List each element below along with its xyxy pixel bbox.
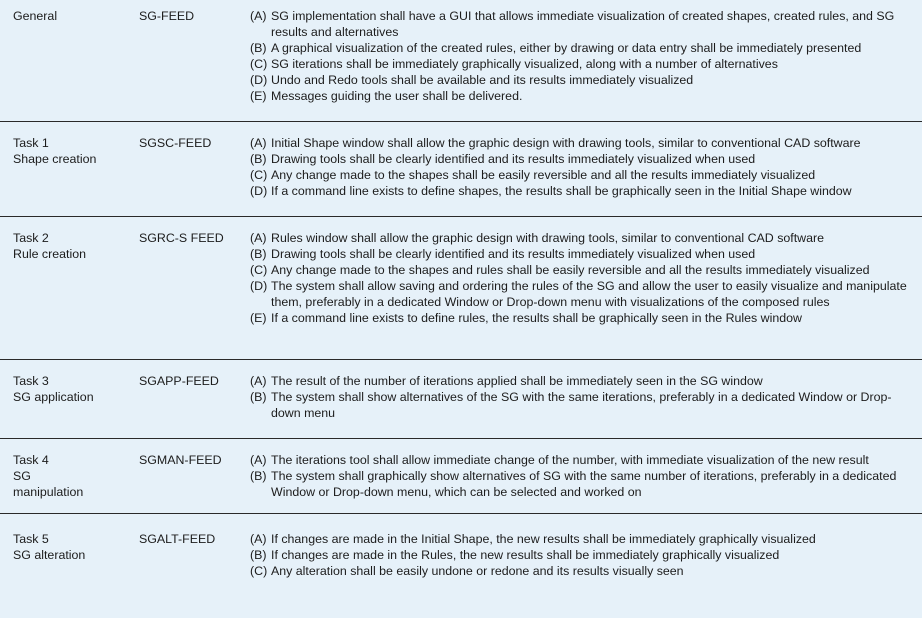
requirement-text: Any change made to the shapes shall be easily reversible and all the results immediately visualized [271, 168, 816, 182]
requirements-cell [250, 531, 916, 579]
code-cell: SG-FEED [139, 9, 195, 23]
requirement-text: A graphical visualization of the created rules, either by drawing or data entry shall be immediately presented [271, 41, 862, 55]
requirement-text: The system shall show alternatives of the SG with the same iterations, preferably in a dedicated Window or Drop-down menu [271, 390, 892, 420]
requirement-letter: (C) [250, 57, 268, 71]
task-label: manipulation [13, 485, 84, 499]
requirement-item [250, 547, 916, 563]
requirement-text: SG implementation shall have a GUI that allows immediate visualization of created shapes, created rules, and SG results and alternatives [271, 9, 895, 39]
task-label: Task 5 [13, 532, 49, 546]
requirement-text: Messages guiding the user shall be delivered. [271, 89, 523, 103]
requirement-text: The iterations tool shall allow immediate change of the number, with immediate visualization of the new result [271, 453, 869, 467]
requirement-text: Initial Shape window shall allow the graphic design with drawing tools, similar to conventional CAD software [271, 136, 861, 150]
task-label: Task 4 [13, 453, 49, 467]
requirements-cell [250, 452, 916, 500]
requirement-item [250, 183, 916, 199]
requirement-letter: (B) [250, 247, 267, 261]
requirement-text: The result of the number of iterations applied shall be immediately seen in the SG window [271, 374, 763, 388]
requirements-cell [250, 230, 916, 326]
requirement-letter: (B) [250, 41, 267, 55]
requirement-text: The system shall graphically show alternatives of SG with the same number of iterations, preferably in a dedicated Window or Drop-down menu, which can be selected and worked on [271, 469, 897, 499]
table-row [0, 373, 922, 439]
task-label: Task 3 [13, 374, 49, 388]
task-label: SG alteration [13, 548, 86, 562]
requirement-item [250, 310, 916, 326]
requirement-item [250, 135, 916, 151]
requirement-text: SG iterations shall be immediately graphically visualized, along with a number of alternatives [271, 57, 778, 71]
task-cell [13, 135, 131, 167]
task-cell [13, 452, 131, 500]
requirement-item [250, 151, 916, 167]
requirement-item [250, 88, 916, 104]
requirements-cell [250, 373, 916, 421]
requirement-letter: (E) [250, 311, 267, 325]
requirement-text: If changes are made in the Rules, the new results shall be immediately graphically visualized [271, 548, 780, 562]
table-row [0, 531, 922, 611]
task-label: Task 1 [13, 136, 49, 150]
requirement-text: If changes are made in the Initial Shape, the new results shall be immediately graphically visualized [271, 532, 816, 546]
requirement-text: Any alteration shall be easily undone or redone and its results visually seen [271, 564, 684, 578]
requirements-cell [250, 135, 916, 199]
requirement-item [250, 167, 916, 183]
requirement-item [250, 389, 916, 421]
requirement-letter: (A) [250, 9, 267, 23]
task-cell [13, 8, 131, 24]
code-cell: SGRC-S FEED [139, 231, 224, 245]
requirement-letter: (D) [250, 73, 268, 87]
task-label: Shape creation [13, 152, 97, 166]
requirements-cell [250, 8, 916, 104]
requirement-text: Rules window shall allow the graphic design with drawing tools, similar to conventional CAD software [271, 231, 825, 245]
requirement-letter: (D) [250, 279, 268, 293]
requirement-text: If a command line exists to define shapes, the results shall be graphically seen in the Initial Shape window [271, 184, 852, 198]
requirement-item [250, 468, 916, 500]
requirement-item [250, 373, 916, 389]
requirement-item [250, 246, 916, 262]
task-label: Task 2 [13, 231, 49, 245]
requirement-item [250, 262, 916, 278]
task-label: Rule creation [13, 247, 87, 261]
task-label: SG application [13, 390, 94, 404]
requirement-item [250, 563, 916, 579]
requirement-item [250, 230, 916, 246]
requirement-item [250, 40, 916, 56]
requirement-text: Undo and Redo tools shall be available and its results immediately visualized [271, 73, 694, 87]
task-cell [13, 531, 131, 563]
requirement-text: If a command line exists to define rules, the results shall be graphically seen in the Rules window [271, 311, 803, 325]
table-row [0, 135, 922, 217]
requirement-letter: (C) [250, 564, 268, 578]
requirement-letter: (A) [250, 374, 267, 388]
requirement-item [250, 278, 916, 310]
requirement-letter: (B) [250, 548, 267, 562]
table-row [0, 452, 922, 514]
requirement-item [250, 531, 916, 547]
code-cell: SGAPP-FEED [139, 374, 219, 388]
task-label: SG [13, 469, 31, 483]
requirement-text: Drawing tools shall be clearly identified and its results immediately visualized when used [271, 152, 756, 166]
requirement-letter: (C) [250, 168, 268, 182]
requirement-text: The system shall allow saving and ordering the rules of the SG and allow the user to easily visualize and manipulate them, preferably in a dedicated Window or Drop-down menu with visualizations of the composed rules [271, 279, 907, 309]
table-row [0, 230, 922, 360]
requirement-letter: (B) [250, 390, 267, 404]
requirement-item [250, 452, 916, 468]
code-cell: SGMAN-FEED [139, 453, 222, 467]
table-row [0, 8, 922, 122]
requirement-letter: (A) [250, 231, 267, 245]
requirement-item [250, 8, 916, 40]
requirement-letter: (B) [250, 152, 267, 166]
requirement-letter: (B) [250, 469, 267, 483]
requirement-letter: (A) [250, 453, 267, 467]
requirement-item [250, 56, 916, 72]
requirement-item [250, 72, 916, 88]
task-cell [13, 373, 131, 405]
task-cell [13, 230, 131, 262]
requirement-letter: (E) [250, 89, 267, 103]
code-cell: SGALT-FEED [139, 532, 216, 546]
requirement-letter: (C) [250, 263, 268, 277]
requirement-letter: (A) [250, 532, 267, 546]
requirement-letter: (A) [250, 136, 267, 150]
code-cell: SGSC-FEED [139, 136, 212, 150]
requirement-text: Drawing tools shall be clearly identified and its results immediately visualized when used [271, 247, 756, 261]
task-label: General [13, 9, 58, 23]
requirement-text: Any change made to the shapes and rules shall be easily reversible and all the results immediately visualized [271, 263, 870, 277]
requirement-letter: (D) [250, 184, 268, 198]
